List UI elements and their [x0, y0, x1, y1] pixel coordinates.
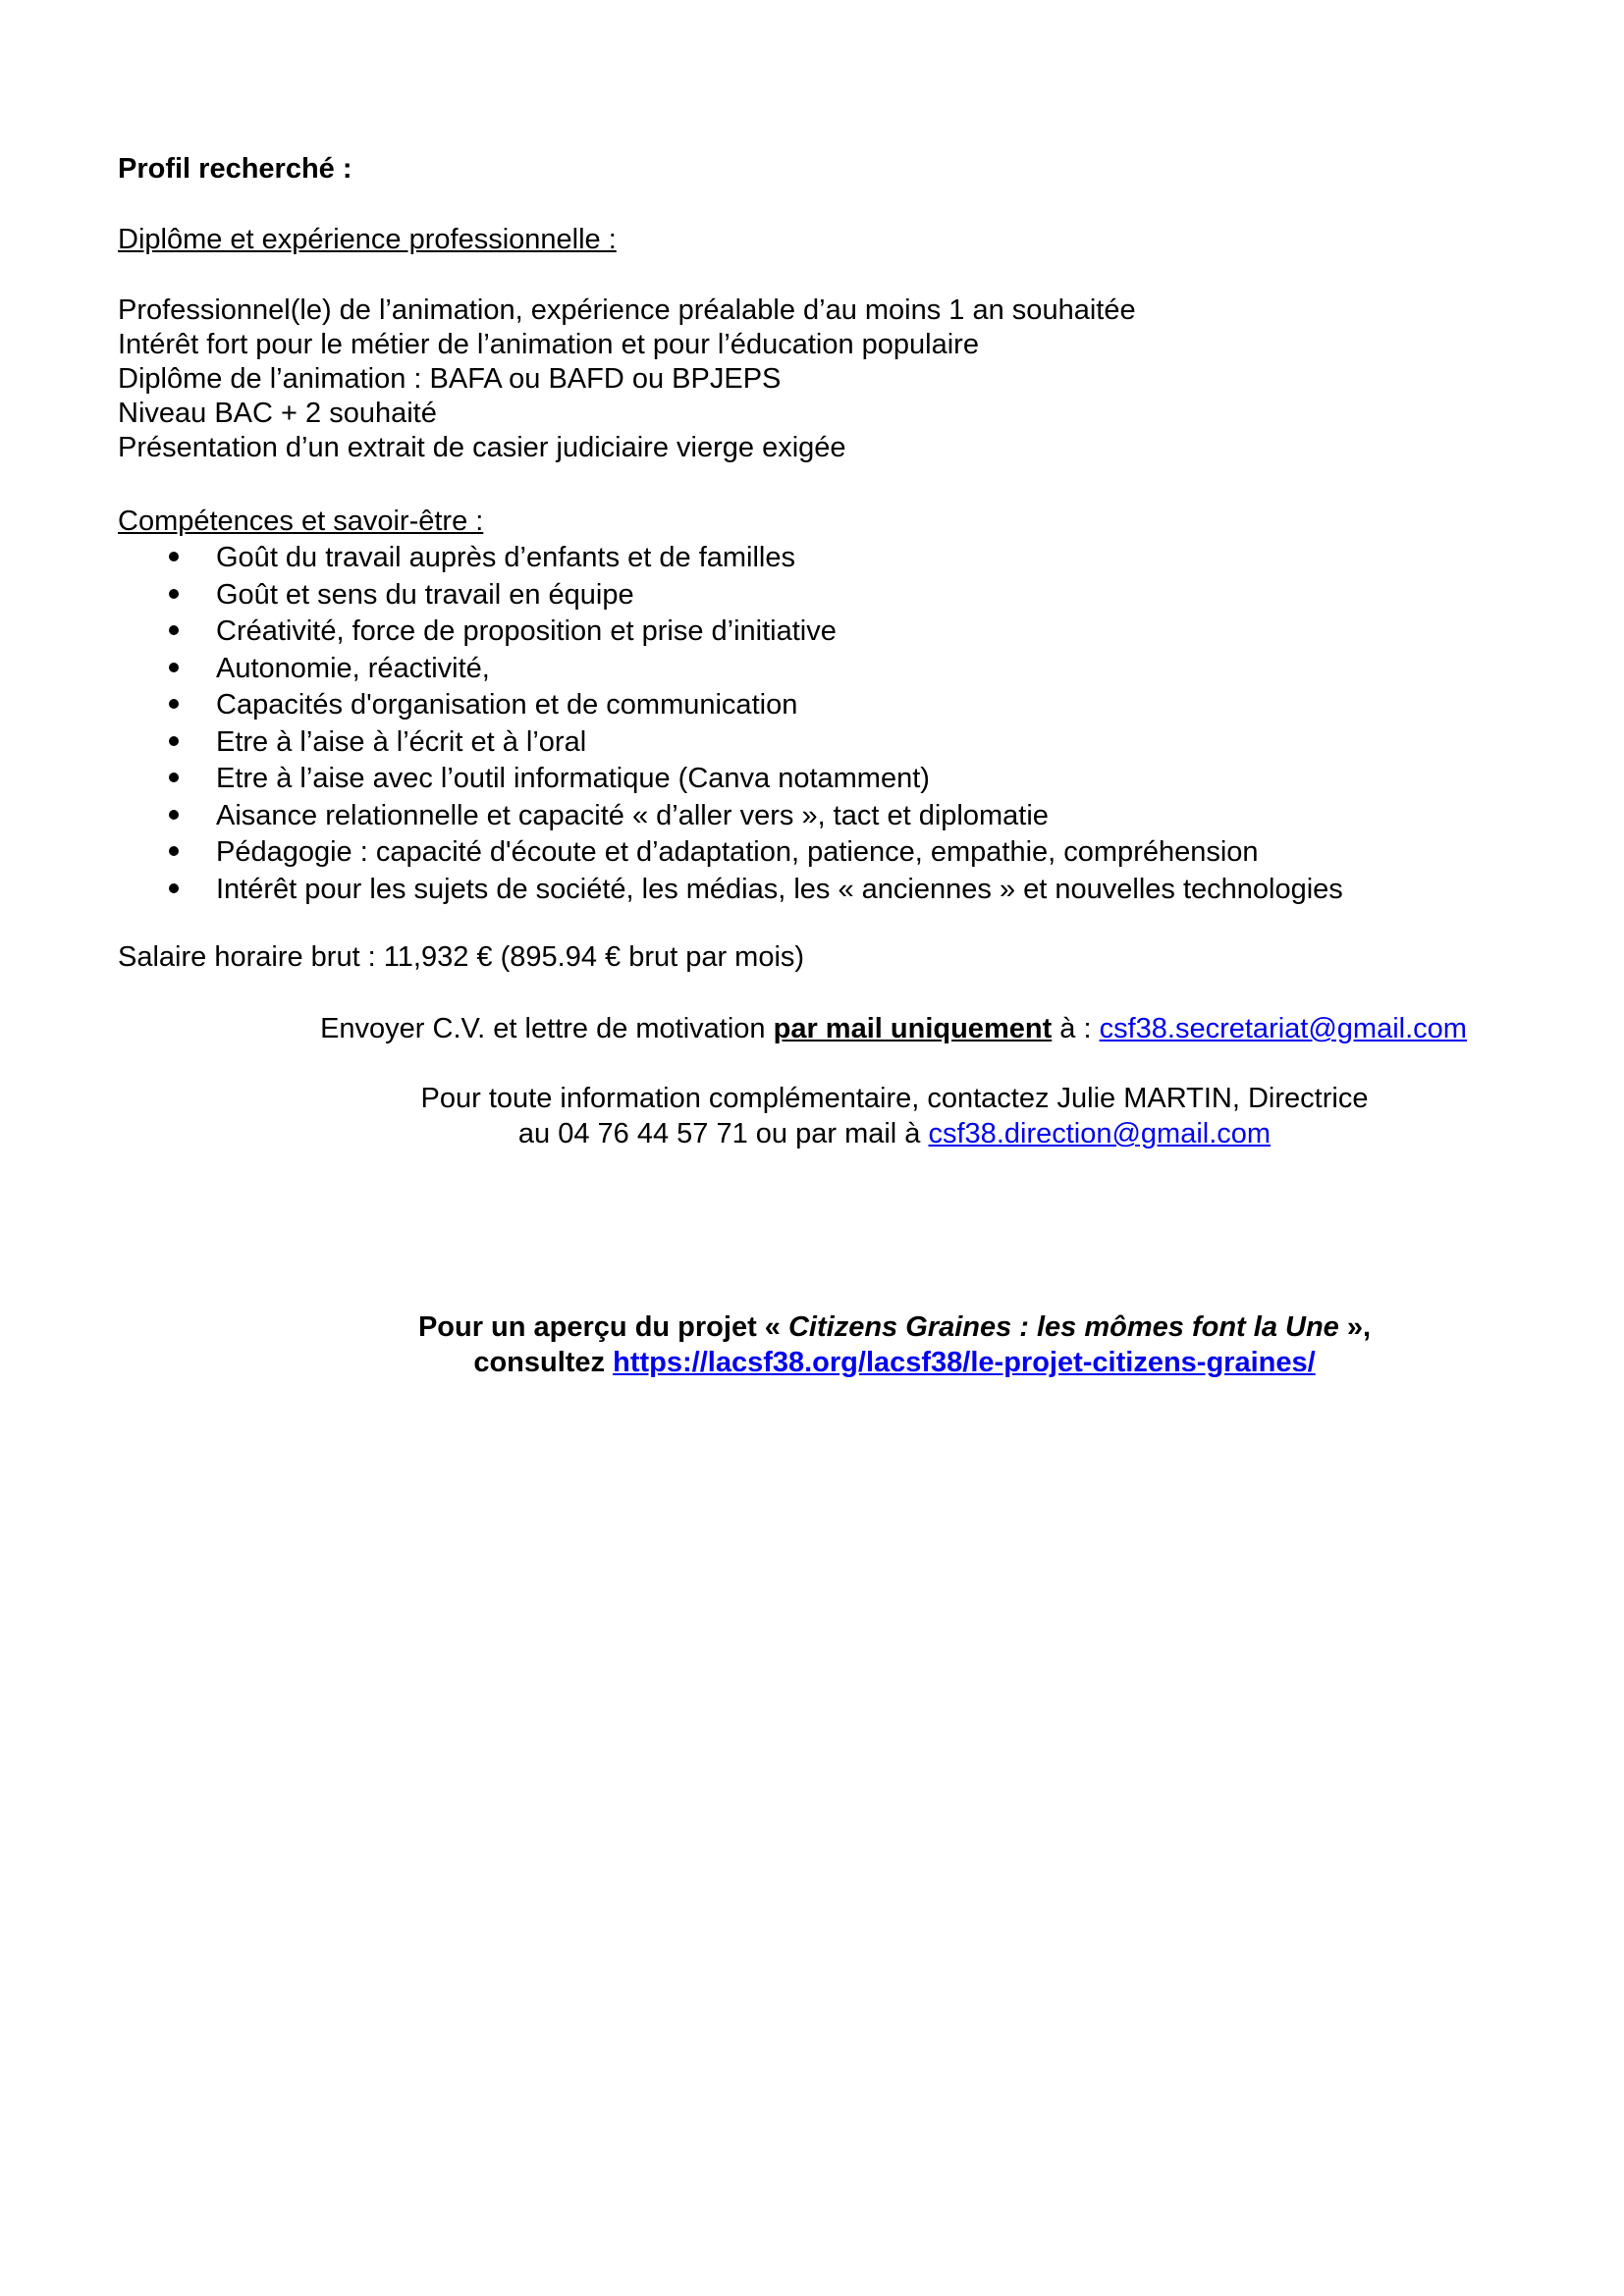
skills-item-text: Goût du travail auprès d’enfants et de familles: [216, 542, 795, 573]
application-middle: à :: [1052, 1013, 1100, 1044]
skills-heading: Compétences et savoir-être :: [118, 506, 484, 537]
bullet-icon: [169, 736, 179, 746]
skills-item-text: Créativité, force de proposition et prise d’initiative: [216, 615, 837, 647]
bullet-icon: [169, 846, 179, 856]
contact-block: [0, 1081, 1624, 1151]
skills-item-text: Aisance relationnelle et capacité « d’aller vers », tact et diplomatie: [216, 799, 1049, 831]
salary-text: Salaire horaire brut : 11,932 € (895.94 € brut par mois): [118, 941, 805, 973]
diploma-list: [118, 293, 1136, 464]
diploma-line: Diplôme de l’animation : BAFA ou BAFD ou BPJEPS: [118, 363, 782, 395]
project-line-2: [0, 1345, 1624, 1380]
project-line-1: [0, 1309, 1624, 1345]
contact-line-2: [0, 1116, 1624, 1151]
bullet-icon: [169, 699, 179, 709]
project-line-2-prefix: consultez: [473, 1347, 614, 1378]
skills-item-text: Autonomie, réactivité,: [216, 652, 490, 684]
skills-item-text: Etre à l’aise avec l’outil informatique (Canva notamment): [216, 763, 930, 794]
diploma-line: Niveau BAC + 2 souhaité: [118, 398, 437, 429]
skills-item-text: Intérêt pour les sujets de société, les médias, les « anciennes » et nouvelles technologies: [216, 873, 1343, 905]
diploma-line: Présentation d’un extrait de casier judiciaire vierge exigée: [118, 432, 846, 463]
project-url-link[interactable]: https://lacsf38.org/lacsf38/le-projet-citizens-graines/: [613, 1347, 1316, 1378]
diploma-line: Intérêt fort pour le métier de l’animation et pour l’éducation populaire: [118, 329, 979, 360]
contact-line: Pour toute information complémentaire, contactez Julie MARTIN, Directrice: [420, 1083, 1369, 1114]
secretariat-email-link[interactable]: csf38.secretariat@gmail.com: [1099, 1013, 1467, 1044]
skills-item-text: Etre à l’aise à l’écrit et à l’oral: [216, 725, 587, 758]
skills-item-text: Capacités d'organisation et de communication: [216, 689, 798, 721]
direction-email-link[interactable]: csf38.direction@gmail.com: [928, 1118, 1272, 1149]
contact-line-2-prefix: au 04 76 44 57 71 ou par mail à: [517, 1118, 929, 1149]
application-line: [0, 1011, 1624, 1046]
project-title: Citizens Graines : les mômes font la Une: [787, 1311, 1339, 1343]
bullet-icon: [169, 625, 179, 635]
application-emphasis: par mail uniquement: [773, 1013, 1053, 1044]
skills-item-text: Goût et sens du travail en équipe: [216, 578, 634, 611]
bullet-icon: [169, 552, 179, 561]
bullet-icon: [169, 663, 179, 672]
bullet-icon: [169, 883, 179, 893]
project-line-1-prefix: Pour un aperçu du projet «: [417, 1311, 788, 1343]
bullet-icon: [169, 810, 179, 820]
project-line-1-suffix: »,: [1338, 1311, 1372, 1343]
skills-item-text: Pédagogie : capacité d'écoute et d’adaptation, patience, empathie, compréhension: [216, 836, 1259, 868]
bullet-icon: [169, 589, 179, 599]
diploma-heading: Diplôme et expérience professionnelle :: [118, 224, 617, 255]
application-prefix: Envoyer C.V. et lettre de motivation: [320, 1013, 774, 1044]
bullet-icon: [169, 773, 179, 782]
diploma-line: Professionnel(le) de l’animation, expérience préalable d’au moins 1 an souhaitée: [118, 294, 1136, 326]
profile-heading: Profil recherché :: [118, 153, 352, 185]
project-block: [0, 1309, 1624, 1380]
